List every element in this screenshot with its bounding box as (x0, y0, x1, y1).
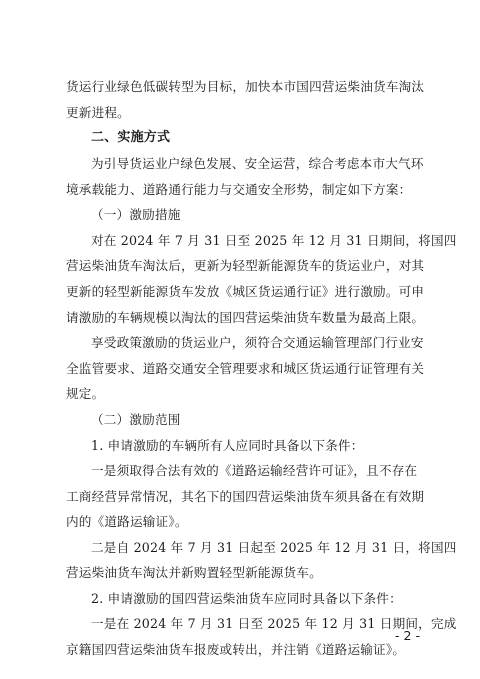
body-text-line: 2. 申请激励的国四营运柴油货车应同时具备以下条件： (91, 591, 402, 606)
body-text-line: 二是自 2024 年 7 月 31 日起至 2025 年 12 月 31 日，将国四 (91, 540, 457, 555)
page-number: - 2 - (394, 628, 420, 643)
body-text-line: 京籍国四营运柴油货车报废或转出，并注销《道路运输证》。 (66, 642, 406, 657)
body-text-line: 内的《道路运输证》。 (66, 514, 188, 529)
subsection-heading: （二）激励范围 (91, 412, 181, 427)
body-text-line: 营运柴油货车淘汰后，更新为轻型新能源货车的货运业户，对其 (66, 258, 425, 273)
body-text-line: 工商经营异常情况，其名下的国四营运柴油货车须具备在有效期 (66, 489, 425, 504)
body-text-line: 1. 申请激励的车辆所有人应同时具备以下条件： (91, 438, 364, 453)
body-text-line: 一是须取得合法有效的《道路运输经营许可证》，且不存在 (91, 463, 418, 478)
body-text-line: 为引导货运业户绿色发展、安全运营，综合考虑本市大气环 (91, 156, 424, 171)
body-text-line: 请激励的车辆规模以淘汰的国四营运柴油货车数量为最高上限。 (66, 310, 425, 325)
body-text-line: 一是在 2024 年 7 月 31 日至 2025 年 12 月 31 日期间，完成 (91, 616, 457, 631)
body-text-line: 规定。 (66, 386, 105, 401)
body-text-line: 更新进程。 (66, 105, 130, 120)
body-text-line: 营运柴油货车淘汰并新购置轻型新能源货车。 (66, 565, 322, 580)
body-text-line: 对在 2024 年 7 月 31 日至 2025 年 12 月 31 日期间，将国四 (91, 233, 457, 248)
section-heading: 二、实施方式 (91, 130, 171, 145)
subsection-heading: （一）激励措施 (91, 207, 181, 222)
body-text-line: 更新的轻型新能源货车发放《城区货运通行证》进行激励。可申 (66, 284, 425, 299)
body-text-line: 全监管要求、道路交通安全管理要求和城区货运通行证管理有关 (66, 361, 425, 376)
body-text-line: 境承载能力、道路通行能力与交通安全形势，制定如下方案： (66, 182, 412, 197)
body-text-line: 货运行业绿色低碳转型为目标，加快本市国四营运柴油货车淘汰 (66, 79, 425, 94)
body-text-line: 享受政策激励的货运业户，须符合交通运输管理部门行业安 (91, 335, 424, 350)
